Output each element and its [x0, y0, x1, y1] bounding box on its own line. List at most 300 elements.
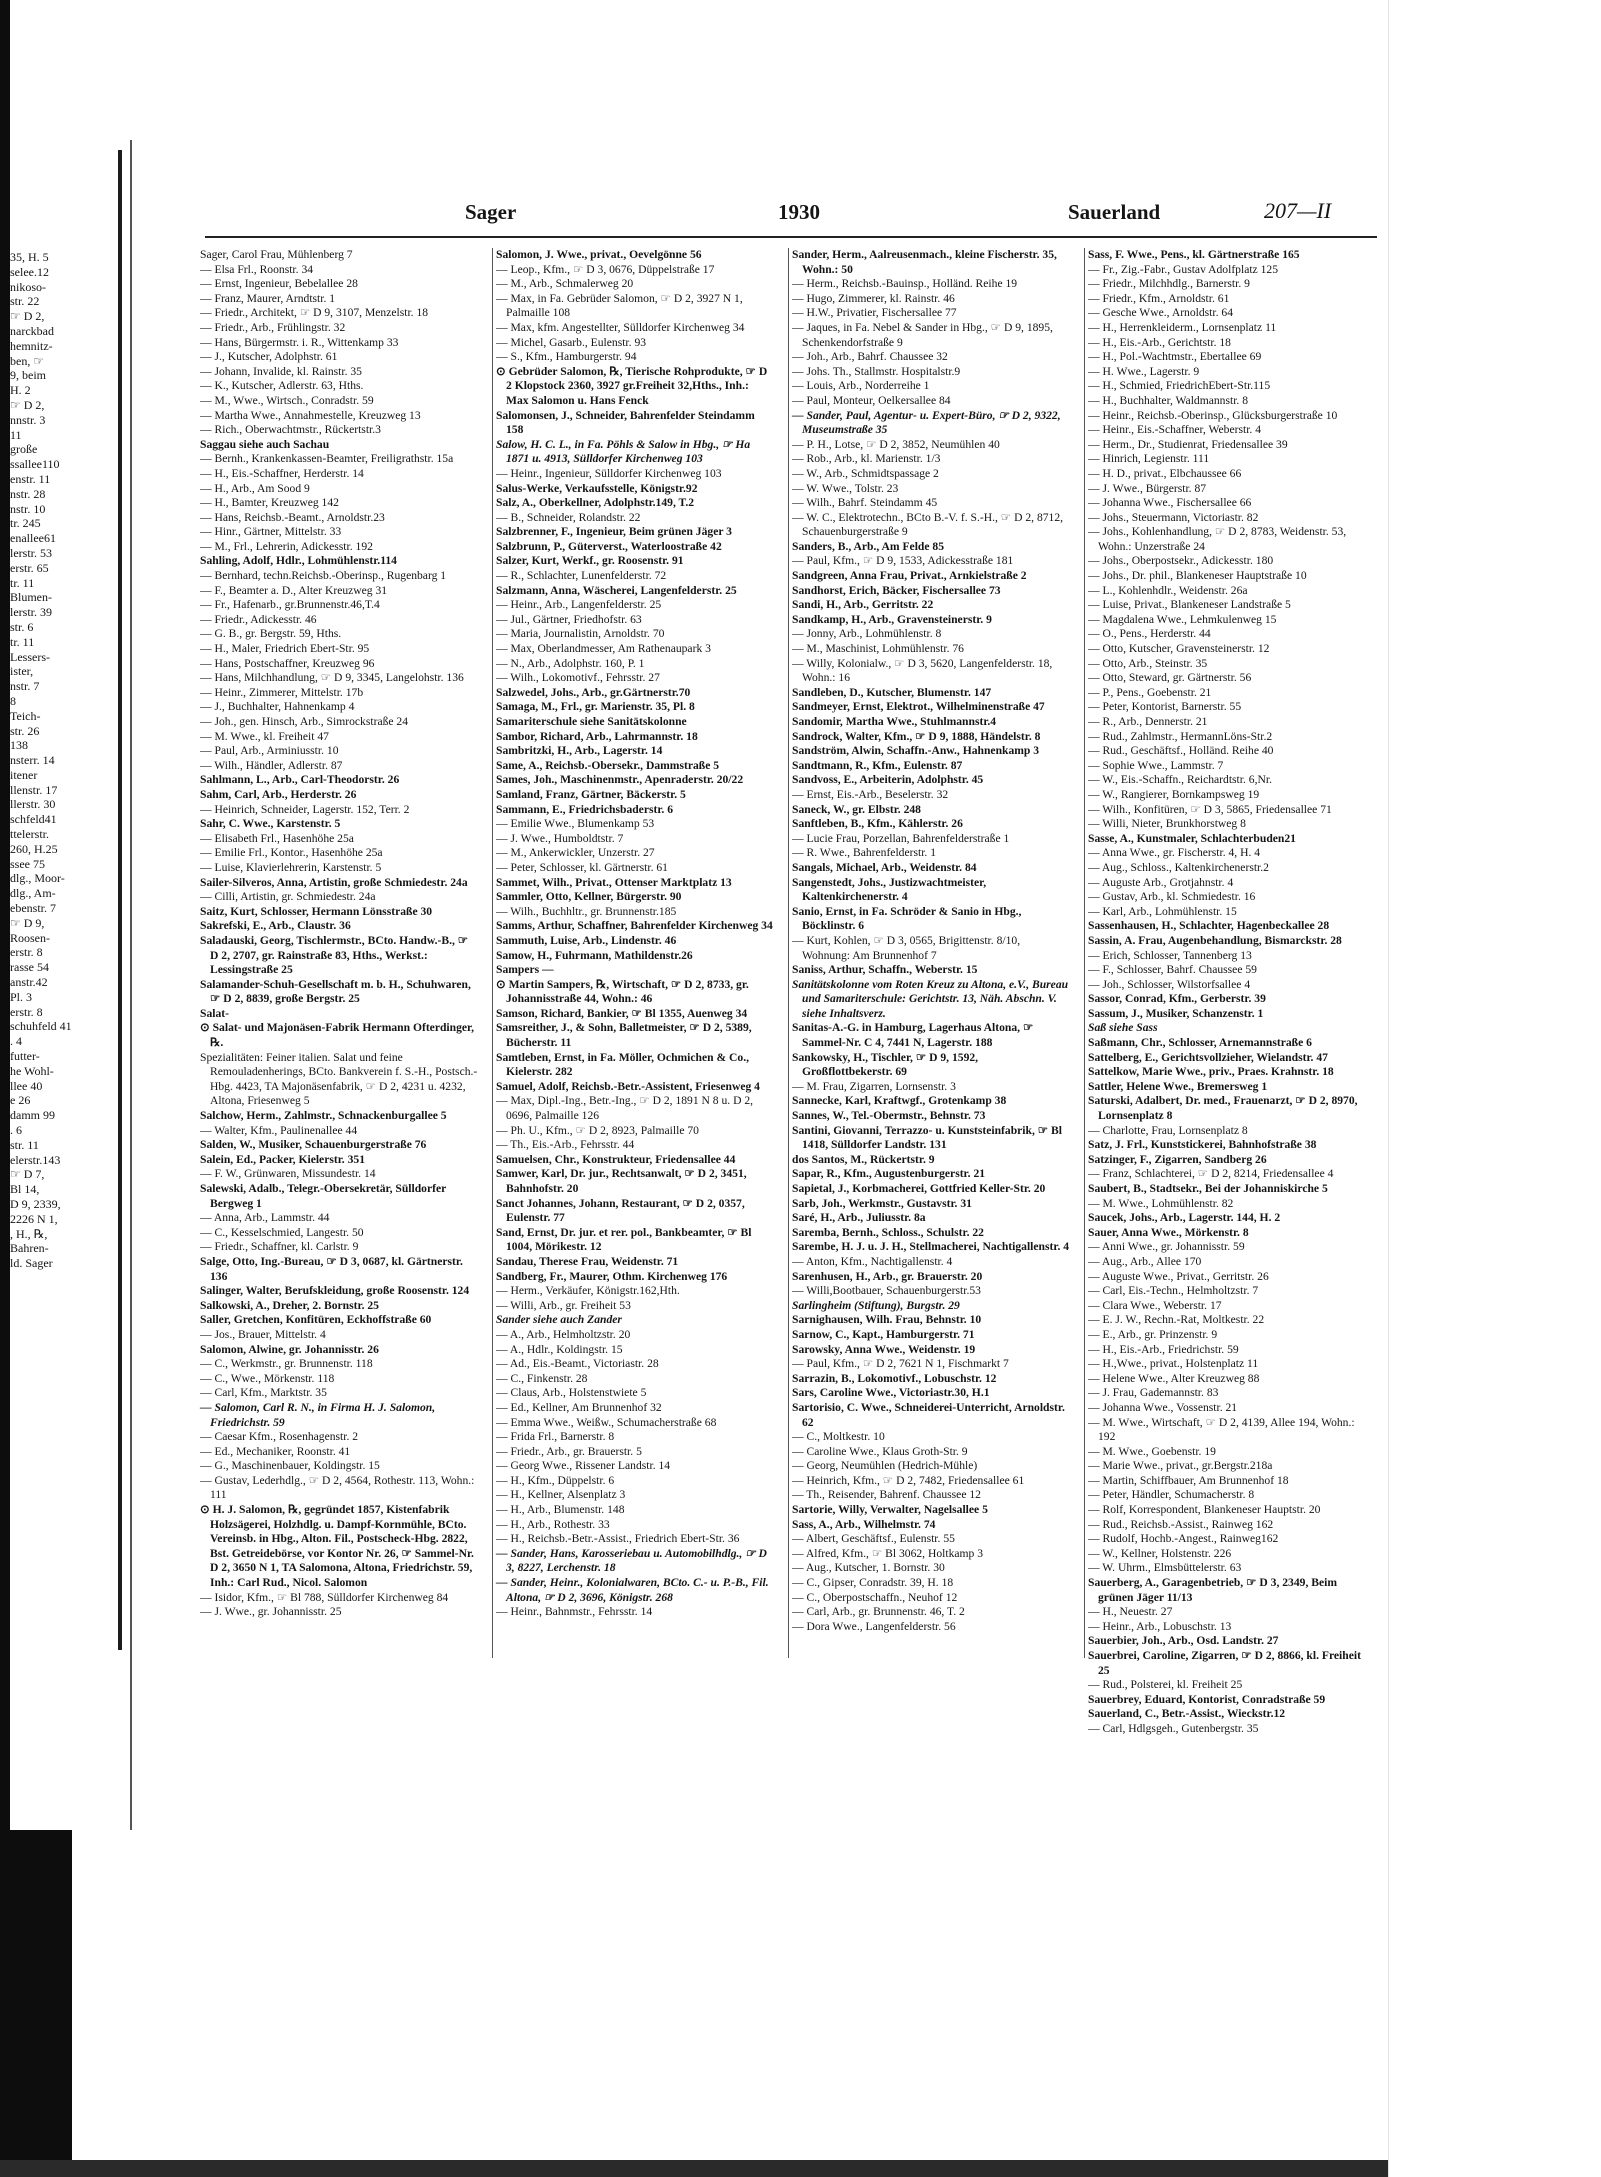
directory-entry: — Hans, Milchhandlung, ☞ D 9, 3345, Langelohstr. 136	[200, 671, 464, 685]
directory-entry: — M. Wwe., Goebenstr. 19	[1088, 1444, 1216, 1458]
left-page-line: str. 22	[10, 294, 40, 309]
directory-entry: — Maria, Journalistin, Arnoldstr. 70	[496, 627, 665, 641]
directory-entry: — J. Wwe., gr. Johannisstr. 25	[200, 1605, 342, 1619]
directory-entry: Sapar, R., Kfm., Augustenburgerstr. 21	[792, 1167, 986, 1181]
directory-entry: — H., Kfm., Düppelstr. 6	[496, 1473, 615, 1487]
directory-entry: Samwer, Karl, Dr. jur., Rechtsanwalt, ☞ D 2, 3451, Bahnhofstr. 20	[496, 1167, 747, 1195]
left-page-line: Bl 14,	[10, 1182, 40, 1197]
left-page-line: tr. 11	[10, 634, 35, 649]
directory-entry: Sassin, A. Frau, Augenbehandlung, Bismarckstr. 28	[1088, 933, 1342, 947]
directory-entry: — H., Buchhalter, Waldmannstr. 8	[1088, 393, 1249, 407]
left-page-line: Roosen-	[10, 930, 50, 945]
left-page-line: ☞ D 9,	[10, 915, 45, 930]
left-page-line: schfeld41	[10, 812, 57, 827]
directory-entry: — Jos., Brauer, Mittelstr. 4	[200, 1327, 326, 1341]
directory-entry: — Albert, Geschäftsf., Eulenstr. 55	[792, 1532, 955, 1546]
directory-entry: — W., Eis.-Schaffn., Reichardtstr. 6,Nr.	[1088, 773, 1272, 787]
left-page-line: lerstr. 39	[10, 605, 52, 620]
directory-entry: Salomon, J. Wwe., privat., Oevelgönne 56	[496, 248, 702, 261]
directory-entry: — L., Kohlenhdlr., Weidenstr. 26a	[1088, 583, 1248, 597]
directory-entry: — W., Arb., Schmidtspassage 2	[792, 466, 939, 480]
left-page-line: 138	[10, 738, 28, 753]
left-page-line: 2226 N 1,	[10, 1211, 58, 1226]
left-page-line: lerstr. 53	[10, 545, 52, 560]
left-page-line: nikoso-	[10, 279, 46, 294]
directory-entry: Salzer, Kurt, Werkf., gr. Roosenstr. 91	[496, 554, 684, 568]
directory-entry: — Jul., Gärtner, Friedhofstr. 63	[496, 612, 642, 626]
directory-entry: — Franz, Schlachterei, ☞ D 2, 8214, Friedensallee 4	[1088, 1167, 1334, 1181]
directory-entry: — Anni Wwe., gr. Johannisstr. 59	[1088, 1240, 1245, 1254]
directory-entry: Sandberg, Fr., Maurer, Othm. Kirchenweg 176	[496, 1269, 728, 1283]
directory-entry: — J. Frau, Gademannstr. 83	[1088, 1386, 1219, 1400]
directory-entry: Sager, Carol Frau, Mühlenberg 7	[200, 248, 353, 261]
directory-entry: — Friedr., Kfm., Arnoldstr. 61	[1088, 291, 1230, 305]
directory-entry: — Johs., Kohlenhandlung, ☞ D 2, 8783, Weidenstr. 53, Wohn.: Unzerstraße 24	[1088, 525, 1347, 553]
directory-entry: — Emma Wwe., Weißw., Schumacherstraße 68	[496, 1415, 717, 1429]
directory-entry: Sarrazin, B., Lokomotivf., Lobuschstr. 12	[792, 1371, 997, 1385]
left-page-line: ssee 75	[10, 856, 45, 871]
directory-entry: — W., Kellner, Holstenstr. 226	[1088, 1546, 1232, 1560]
directory-entry: — Anna, Arb., Lammstr. 44	[200, 1211, 330, 1225]
left-page-line: erstr. 65	[10, 560, 49, 575]
directory-entry: Saneck, W., gr. Elbstr. 248	[792, 802, 921, 816]
directory-entry: — Herm., Dr., Studienrat, Friedensallee 39	[1088, 437, 1288, 451]
header-left-word: Sager	[465, 200, 517, 224]
directory-entry: Sauerbrey, Eduard, Kontorist, Conradstraße 59	[1088, 1692, 1326, 1706]
left-page-line: nstr. 10	[10, 501, 46, 516]
directory-entry: Sammler, Otto, Kellner, Bürgerstr. 90	[496, 890, 682, 904]
header-year: 1930	[778, 200, 820, 224]
directory-entry: Sandleben, D., Kutscher, Blumenstr. 147	[792, 685, 992, 699]
directory-entry: Sauerbier, Joh., Arb., Osd. Landstr. 27	[1088, 1634, 1279, 1648]
directory-entry: Saré, H., Arb., Juliusstr. 8a	[792, 1211, 926, 1225]
directory-entry: Sass, A., Arb., Wilhelmstr. 74	[792, 1517, 936, 1531]
left-page-line: he Wohl-	[10, 1063, 54, 1078]
left-page-line: Lessers-	[10, 649, 50, 664]
left-page-line: str. 6	[10, 619, 34, 634]
directory-entry: Salzmann, Anna, Wäscherei, Langenfelderstr. 25	[496, 583, 737, 597]
directory-entry: — C., Wwe., Mörkenstr. 118	[200, 1371, 335, 1385]
directory-entry: Samms, Arthur, Schaffner, Bahrenfelder Kirchenweg 34	[496, 919, 773, 933]
left-page-line: ebenstr. 7	[10, 901, 56, 916]
directory-entry: — Louis, Arb., Norderreihe 1	[792, 379, 930, 393]
left-page-line: . 4	[10, 1034, 22, 1049]
directory-entry: Sasse, A., Kunstmaler, Schlachterbuden21	[1088, 831, 1296, 845]
directory-entry: — Anton, Kfm., Nachtigallenstr. 4	[792, 1254, 953, 1268]
left-page-line: hemnitz-	[10, 338, 53, 353]
directory-entry: — Joh., Schlosser, Wilstorfsallee 4	[1088, 977, 1251, 991]
left-page-line: ister,	[10, 664, 34, 679]
directory-entry: — Heinr., Eis.-Schaffner, Weberstr. 4	[1088, 423, 1262, 437]
directory-entry: — H., Schmied, FriedrichEbert-Str.115	[1088, 379, 1271, 393]
directory-entry: — Martha Wwe., Annahmestelle, Kreuzweg 13	[200, 408, 421, 422]
directory-entry: — Aug., Schloss., Kaltenkirchenerstr.2	[1088, 860, 1269, 874]
directory-entry: Saller, Gretchen, Konfitüren, Eckhoffstraße 60	[200, 1313, 432, 1327]
directory-entry: Sandgreen, Anna Frau, Privat., Arnkielstraße 2	[792, 569, 1027, 583]
directory-entry: — Erich, Schlosser, Tannenberg 13	[1088, 948, 1252, 962]
directory-entry: — Caroline Wwe., Klaus Groth-Str. 9	[792, 1444, 968, 1458]
directory-entry: — Peter, Kontorist, Barnerstr. 55	[1088, 700, 1242, 714]
directory-entry: — Ed., Mechaniker, Roonstr. 41	[200, 1444, 351, 1458]
directory-entry: Salein, Ed., Packer, Kielerstr. 351	[200, 1152, 365, 1166]
left-page-line: ben, ☞	[10, 353, 45, 368]
directory-entry: — Paul, Kfm., ☞ D 2, 7621 N 1, Fischmarkt 7	[792, 1357, 1009, 1371]
directory-entry: — Rob., Arb., kl. Marienstr. 1/3	[792, 452, 941, 466]
directory-entry: — Hugo, Zimmerer, kl. Rainstr. 46	[792, 291, 955, 305]
directory-entry: Salomonsen, J., Schneider, Bahrenfelder Steindamm 158	[496, 408, 755, 437]
directory-entry: — Gustav, Lederhdlg., ☞ D 2, 4564, Rothestr. 113, Wohn.: 111	[200, 1473, 475, 1502]
directory-entry: — Sander, Hans, Karosseriebau u. Automobilhdlg., ☞ D 3, 8227, Lerchenstr. 18	[496, 1546, 767, 1575]
directory-entry: — Gustav, Arb., kl. Schmiedestr. 16	[1088, 890, 1256, 904]
directory-entry: Saubert, B., Stadtsekr., Bei der Johanniskirche 5	[1088, 1182, 1328, 1195]
directory-entry: — E. J. W., Rechn.-Rat, Moltkestr. 22	[1088, 1313, 1265, 1327]
left-page-line: 8	[10, 693, 16, 708]
directory-entry: — H., Eis.-Arb., Gerichtstr. 18	[1088, 335, 1231, 349]
left-page-line: . 6	[10, 1123, 22, 1138]
directory-entry: — Aug., Arb., Allee 170	[1088, 1254, 1202, 1268]
scan-border-bottom-left	[0, 1830, 72, 2177]
directory-entry: — Claus, Arb., Holstenstwiete 5	[496, 1386, 647, 1400]
directory-entry: — Willy, Kolonialw., ☞ D 3, 5620, Langenfelderstr. 18, Wohn.: 16	[792, 656, 1053, 685]
directory-entry: — Auguste Wwe., Privat., Gerritstr. 26	[1088, 1269, 1269, 1283]
directory-entry: — Luise, Klavierlehrerin, Karstenstr. 5	[200, 860, 382, 874]
directory-entry: Samuel, Adolf, Reichsb.-Betr.-Assistent, Friesenweg 4	[496, 1079, 760, 1093]
directory-entry: Sarlingheim (Stiftung), Burgstr. 29	[792, 1298, 960, 1312]
directory-entry: — K., Kutscher, Adlerstr. 63, Hths.	[200, 379, 364, 393]
directory-entry: Sattler, Helene Wwe., Bremersweg 1	[1088, 1079, 1268, 1093]
directory-entry: Sampers —	[496, 963, 554, 977]
directory-entry: Saitz, Kurt, Schlosser, Hermann Lönsstraße 30	[200, 904, 433, 918]
directory-entry: — A., Hdlr., Koldingstr. 15	[496, 1342, 623, 1356]
directory-entry: Sanct Johannes, Johann, Restaurant, ☞ D 2, 0357, Eulenstr. 77	[496, 1196, 745, 1225]
directory-entry: — H., Arb., Blumenstr. 148	[496, 1503, 625, 1517]
directory-entry: Salzbrenner, F., Ingenieur, Beim grünen Jäger 3	[496, 525, 732, 539]
directory-entry: — W., Rangierer, Bornkampsweg 19	[1088, 787, 1260, 801]
directory-entry: Sangals, Michael, Arb., Weidenstr. 84	[792, 860, 977, 874]
directory-entry: Saniss, Arthur, Schaffn., Weberstr. 15	[792, 963, 978, 977]
directory-entry: — H., Maler, Friedrich Ebert-Str. 95	[200, 642, 370, 656]
directory-entry: — C., Gipser, Conradstr. 39, H. 18	[792, 1576, 954, 1590]
directory-entry: Sammet, Wilh., Privat., Ottenser Marktplatz 13	[496, 875, 732, 889]
directory-entry: — Hans, Bürgermstr. i. R., Wittenkamp 33	[200, 335, 399, 349]
left-page-line: llee 40	[10, 1078, 43, 1093]
directory-entry: — Walter, Kfm., Paulinenallee 44	[200, 1123, 358, 1137]
directory-entry: — Friedr., Arb., gr. Brauerstr. 5	[496, 1444, 642, 1458]
directory-entry: Sailer-Silveros, Anna, Artistin, große Schmiedestr. 24a	[200, 875, 468, 889]
directory-entry: Saladauski, Georg, Tischlermstr., BCto. Handw.-B., ☞ D 2, 2707, gr. Rainstraße 83, Hths., Werkst.: Lessingstraße 25	[200, 933, 469, 977]
directory-entry: Sahlmann, L., Arb., Carl-Theodorstr. 26	[200, 773, 400, 787]
directory-entry: — M. Wwe., Lohmühlenstr. 82	[1088, 1196, 1234, 1210]
directory-entry: — Peter, Händler, Schumacherstr. 8	[1088, 1488, 1255, 1502]
directory-entry: Sauer, Anna Wwe., Mörkenstr. 8	[1088, 1225, 1249, 1239]
left-page-line: 11	[10, 427, 22, 442]
directory-entry: Sammann, E., Friedrichsbaderstr. 6	[496, 802, 674, 816]
directory-entry: Sanftleben, B., Kfm., Kählerstr. 26	[792, 817, 963, 831]
left-page-line: str. 26	[10, 723, 40, 738]
directory-entry: Sandström, Alwin, Schaffn.-Anw., Hahnenkamp 3	[792, 744, 1040, 758]
directory-entry: — Willi, Nieter, Brunkhorstweg 8	[1088, 817, 1246, 831]
directory-entry: Same, A., Reichsb.-Obersekr., Dammstraße 5	[496, 758, 720, 772]
directory-entry: Samson, Richard, Bankier, ☞ Bl 1355, Auenweg 34	[496, 1006, 748, 1020]
directory-entry: — W. C., Elektrotechn., BCto B.-V. f. S.-H., ☞ D 2, 8712, Schauenburgerstraße 9	[792, 510, 1064, 539]
directory-entry: — Ernst, Eis.-Arb., Beselerstr. 32	[792, 787, 949, 801]
directory-entry: — Friedr., Adickesstr. 46	[200, 612, 317, 626]
directory-entry: Salz, A., Oberkellner, Adolphstr.149, T.2	[496, 496, 695, 510]
directory-entry: — Magdalena Wwe., Lehmkulenweg 15	[1088, 612, 1277, 626]
directory-entry: — H., Eis.-Arb., Friedrichstr. 59	[1088, 1342, 1239, 1356]
directory-entry: — Rudolf, Hochb.-Angest., Rainweg162	[1088, 1532, 1279, 1546]
left-page-line: 9, beim	[10, 368, 46, 383]
directory-entry: — B., Schneider, Rolandstr. 22	[496, 510, 641, 524]
directory-entry: — H. D., privat., Elbchaussee 66	[1088, 466, 1242, 480]
directory-entry: — H., Arb., Am Sood 9	[200, 481, 310, 495]
left-page-line: ☞ D 2,	[10, 309, 45, 324]
directory-entry: — Carl, Hdlgsgeh., Gutenbergstr. 35	[1088, 1721, 1259, 1735]
directory-entry: — Johanna Wwe., Vossenstr. 21	[1088, 1400, 1238, 1414]
directory-entry: Sanitas-A.-G. in Hamburg, Lagerhaus Altona, ☞ Sammel-Nr. C 4, 7441 N, Lagerstr. 188	[792, 1021, 1034, 1050]
directory-entry: Saß siehe Sass	[1088, 1021, 1158, 1035]
directory-entry: Sassenhausen, H., Schlachter, Hagenbeckallee 28	[1088, 919, 1330, 933]
left-page-line: nstr. 7	[10, 679, 40, 694]
directory-entry: — R., Arb., Dennerstr. 21	[1088, 715, 1208, 728]
directory-entry: — Caesar Kfm., Rosenhagenstr. 2	[200, 1430, 359, 1444]
left-page-line: tr. 245	[10, 516, 41, 531]
directory-entry: — E., Arb., gr. Prinzenstr. 9	[1088, 1327, 1218, 1341]
left-page-line: str. 11	[10, 1137, 39, 1152]
directory-entry: Sarenhusen, H., Arb., gr. Brauerstr. 20	[792, 1269, 983, 1283]
left-page-line: nstr. 28	[10, 486, 46, 501]
directory-entry: — M., Frl., Lehrerin, Adickesstr. 192	[200, 539, 373, 553]
directory-entry: ⊙ Martin Sampers, ℞, Wirtschaft, ☞ D 2, 8733, gr. Johannisstraße 44, Wohn.: 46	[496, 977, 749, 1006]
directory-entry: — Bernhard, techn.Reichsb.-Oberinsp., Rugenbarg 1	[200, 569, 447, 583]
directory-entry: — Peter, Schlosser, kl. Gärtnerstr. 61	[496, 860, 668, 874]
directory-entry: — Johs., Steuermann, Victoriastr. 82	[1088, 510, 1259, 524]
directory-entry: — H., Herrenkleiderm., Lornsenplatz 11	[1088, 320, 1277, 334]
left-page-line: Bahren-	[10, 1241, 49, 1256]
directory-entry: — Herm., Verkäufer, Königstr.162,Hth.	[496, 1284, 680, 1298]
left-page-line: erstr. 8	[10, 1004, 43, 1019]
directory-entry: ⊙ Gebrüder Salomon, ℞, Tierische Rohprodukte, ☞ D 2 Klopstock 2360, 3927 gr.Freiheit 32,Hths., Inh.: Max Salomon u. Hans Fenck	[496, 364, 768, 407]
directory-entry: Sauerland, C., Betr.-Assist., Wieckstr.12	[1088, 1707, 1286, 1721]
left-page-line: nnstr. 3	[10, 412, 46, 427]
directory-entry: — Friedr., Arb., Frühlingstr. 32	[200, 320, 346, 334]
directory-entry: — Johann, Invalide, kl. Rainstr. 35	[200, 364, 362, 378]
directory-entry: Sandmeyer, Ernst, Elektrot., Wilhelminenstraße 47	[792, 700, 1045, 714]
directory-entry: — N., Arb., Adolphstr. 160, P. 1	[496, 656, 645, 670]
directory-entry: Sass, F. Wwe., Pens., kl. Gärtnerstraße 165	[1088, 248, 1300, 261]
directory-entry: — M., Ankerwickler, Unzerstr. 27	[496, 846, 655, 860]
directory-entry: Sauerbrei, Caroline, Zigarren, ☞ D 2, 8866, kl. Freiheit 25	[1088, 1649, 1361, 1677]
directory-entry: — H.,Wwe., privat., Holstenplatz 11	[1088, 1357, 1259, 1371]
left-page-line: llerstr. 30	[10, 797, 56, 812]
directory-entry: Sandi, H., Arb., Gerritstr. 22	[792, 598, 934, 612]
directory-entry: Samland, Franz, Gärtner, Bäckerstr. 5	[496, 787, 686, 801]
directory-entry: — Rud., Reichsb.-Assist., Rainweg 162	[1088, 1517, 1274, 1531]
left-page-fragment	[10, 250, 122, 1750]
directory-entry: Saggau siehe auch Sachau	[200, 437, 330, 451]
left-page-line: elerstr.143	[10, 1152, 61, 1167]
left-page-line: anstr.42	[10, 975, 48, 990]
directory-column-4	[1088, 248, 1366, 1735]
directory-entry: — Johs., Dr. phil., Blankeneser Hauptstraße 10	[1088, 569, 1307, 583]
left-page-line: llenstr. 17	[10, 782, 58, 797]
directory-entry: — Jonny, Arb., Lohmühlenstr. 8	[792, 627, 942, 641]
directory-entry: — Th., Reisender, Bahrenf. Chaussee 12	[792, 1488, 981, 1502]
left-page-line: Teich-	[10, 708, 41, 723]
directory-entry: Sambor, Richard, Arb., Lahrmannstr. 18	[496, 729, 698, 743]
directory-entry: — Dora Wwe., Langenfelderstr. 56	[792, 1619, 956, 1633]
directory-entry: Sarnighausen, Wilh. Frau, Behnstr. 10	[792, 1313, 982, 1327]
directory-entry: Samow, H., Fuhrmann, Mathildenstr.26	[496, 948, 693, 962]
directory-entry: — F., Beamter a. D., Alter Kreuzweg 31	[200, 583, 388, 597]
left-page-line: rasse 54	[10, 960, 49, 975]
directory-entry: — P., Pens., Goebenstr. 21	[1088, 685, 1212, 699]
directory-entry: Saßmann, Chr., Schlosser, Arnemannstraße 6	[1088, 1036, 1312, 1050]
left-page-line: futter-	[10, 1049, 40, 1064]
directory-entry: Sandau, Therese Frau, Weidenstr. 71	[496, 1254, 679, 1268]
directory-entry: — H.W., Privatier, Fischersallee 77	[792, 306, 957, 320]
directory-column-1	[200, 248, 478, 1658]
directory-entry: Sanio, Ernst, in Fa. Schröder & Sanio in Hbg., Böcklinstr. 6	[792, 904, 1022, 933]
left-page-line: ssallee110	[10, 457, 60, 472]
directory-entry: — Joh., gen. Hinsch, Arb., Simrockstraße 24	[200, 715, 409, 728]
directory-entry: — Heinr., Zimmerer, Mittelstr. 17b	[200, 685, 364, 699]
directory-entry: — H., Reichsb.-Betr.-Assist., Friedrich Ebert-Str. 36	[496, 1532, 740, 1546]
directory-entry: — M. Frau, Zigarren, Lornsenstr. 3	[792, 1079, 956, 1093]
directory-entry: — J. Wwe., Bürgerstr. 87	[1088, 481, 1207, 495]
directory-entry: — Aug., Kutscher, 1. Bornstr. 30	[792, 1561, 945, 1575]
directory-entry: — Max, Dipl.-Ing., Betr.-Ing., ☞ D 2, 1891 N 8 u. D 2, 0696, Palmaille 126	[496, 1094, 754, 1123]
scan-margin-right	[1388, 0, 1601, 2177]
directory-entry: — Heinr., Arb., Lobuschstr. 13	[1088, 1619, 1232, 1633]
directory-entry: — Helene Wwe., Alter Kreuzweg 88	[1088, 1371, 1260, 1385]
directory-entry: — Leop., Kfm., ☞ D 3, 0676, Düppelstraße 17	[496, 262, 715, 276]
left-page-line: ld. Sager	[10, 1256, 53, 1271]
directory-entry: — Heinrich, Schneider, Lagerstr. 152, Terr. 2	[200, 802, 410, 816]
directory-entry: — Friedr., Milchhdlg., Barnerstr. 9	[1088, 277, 1250, 291]
directory-entry: — Rud., Geschäftsf., Holländ. Reihe 40	[1088, 744, 1274, 758]
directory-entry: — Wilh., Buchhltr., gr. Brunnenstr.185	[496, 904, 677, 918]
directory-entry: — Carl, Kfm., Marktstr. 35	[200, 1386, 327, 1400]
directory-entry: — Sander, Heinr., Kolonialwaren, BCto. C.- u. P.-B., Fil. Altona, ☞ D 2, 3696, Königstr. 268	[496, 1576, 769, 1604]
directory-column-3	[792, 248, 1070, 1658]
directory-entry: Sarowsky, Anna Wwe., Weidenstr. 19	[792, 1342, 976, 1356]
directory-entry: — M., Maschinist, Lohmühlenstr. 76	[792, 642, 964, 656]
directory-entry: Sahling, Adolf, Hdlr., Lohmühlenstr.114	[200, 554, 397, 568]
left-page-line: damm 99	[10, 1108, 55, 1123]
directory-entry: Sartorie, Willy, Verwalter, Nagelsallee 5	[792, 1503, 988, 1517]
directory-column-2	[496, 248, 774, 1658]
directory-entry: Salomon, Alwine, gr. Johannisstr. 26	[200, 1342, 379, 1356]
directory-entry: — H., Arb., Rothestr. 33	[496, 1517, 610, 1531]
directory-entry: — Carl, Arb., gr. Brunnenstr. 46, T. 2	[792, 1605, 965, 1619]
directory-entry: Sahr, C. Wwe., Karstenstr. 5	[200, 817, 341, 831]
left-page-line: e 26	[10, 1093, 31, 1108]
directory-entry: Sassor, Conrad, Kfm., Gerberstr. 39	[1088, 992, 1266, 1006]
directory-entry: — H., Eis.-Schaffner, Herderstr. 14	[200, 466, 364, 480]
directory-entry: — Isidor, Kfm., ☞ Bl 788, Sülldorfer Kirchenweg 84	[200, 1590, 449, 1604]
directory-entry: — Paul, Arb., Arminiusstr. 10	[200, 744, 339, 758]
left-page-line: ☞ D 2,	[10, 397, 45, 412]
page-number: 207—II	[1264, 198, 1332, 223]
directory-entry: — Joh., Arb., Bahrf. Chaussee 32	[792, 350, 948, 364]
directory-entry: — H., Bamter, Kreuzweg 142	[200, 496, 339, 510]
directory-entry: — Otto, Steward, gr. Gärtnerstr. 56	[1088, 671, 1252, 685]
left-page-line: dlg., Am-	[10, 886, 56, 901]
directory-entry: — Friedr., Schaffner, kl. Carlstr. 9	[200, 1240, 359, 1254]
directory-entry: Salzbrunn, P., Güterverst., Waterloostraße 42	[496, 539, 722, 553]
directory-entry: Sarnow, C., Kapt., Hamburgerstr. 71	[792, 1327, 975, 1341]
directory-entry: — Luise, Privat., Blankeneser Landstraße 5	[1088, 598, 1291, 612]
directory-entry: Salchow, Herm., Zahlmstr., Schnackenburgallee 5	[200, 1109, 447, 1123]
directory-entry: Sattelberg, E., Gerichtsvollzieher, Wielandstr. 47	[1088, 1050, 1328, 1064]
left-page-line: enstr. 11	[10, 471, 51, 486]
directory-entry: Salden, W., Musiker, Schauenburgerstraße 76	[200, 1138, 427, 1152]
directory-entry: Samsreither, J., & Sohn, Balletmeister, ☞ D 2, 5389, Bücherstr. 11	[496, 1021, 752, 1050]
directory-entry: — Rich., Oberwachtmstr., Rückertstr.3	[200, 423, 381, 437]
directory-entry: — Franz, Maurer, Arndtstr. 1	[200, 291, 336, 305]
directory-entry: — C., Moltkestr. 10	[792, 1430, 885, 1444]
directory-entry: Salkowski, A., Dreher, 2. Bornstr. 25	[200, 1298, 379, 1312]
directory-entry: Spezialitäten: Feiner italien. Salat und feine Remouladenherings, BCto. Bankverein f. S.-H., Postsch.-Hbg. 4423, TA Majonäsenfabrik, ☞ D 2, 4231 u. 4232, Altona, Friesenweg 5	[200, 1050, 478, 1108]
directory-entry: — Fr., Zig.-Fabr., Gustav Adolfplatz 125	[1088, 262, 1278, 276]
directory-entry: — Ph. U., Kfm., ☞ D 2, 8923, Palmaille 70	[496, 1123, 699, 1137]
left-page-line: Pl. 3	[10, 989, 33, 1004]
directory-entry: — Hans, Postschaffner, Kreuzweg 96	[200, 656, 375, 670]
left-page-line: ☞ D 7,	[10, 1167, 45, 1182]
directory-columns	[200, 248, 1384, 1735]
directory-entry: Sannecke, Karl, Kraftwgf., Grotenkamp 38	[792, 1094, 1007, 1108]
directory-entry: — M., Wwe., Wirtsch., Conradstr. 59	[200, 393, 374, 407]
directory-entry: — Rolf, Korrespondent, Blankeneser Hauptstr. 20	[1088, 1503, 1321, 1517]
directory-entry: — P. H., Lotse, ☞ D 2, 3852, Neumühlen 40	[792, 437, 1000, 451]
directory-entry: — J., Buchhalter, Hahnenkamp 4	[200, 700, 355, 714]
directory-entry: Sauerberg, A., Garagenbetrieb, ☞ D 3, 2349, Beim grünen Jäger 11/13	[1088, 1576, 1338, 1604]
left-page-line: narckbad	[10, 323, 54, 338]
directory-entry: — C., Kesselschmied, Langestr. 50	[200, 1225, 364, 1239]
directory-entry: — Frida Frl., Barnerstr. 8	[496, 1430, 615, 1444]
directory-entry: — Heinr., Bahnmstr., Fehrsstr. 14	[496, 1605, 653, 1619]
directory-entry: Santini, Giovanni, Terrazzo- u. Kunststeinfabrik, ☞ Bl 1418, Sülldorfer Landstr. 131	[792, 1123, 1063, 1152]
directory-entry: Sandkamp, H., Arb., Gravensteinerstr. 9	[792, 612, 992, 626]
directory-entry: — Fr., Hafenarb., gr.Brunnenstr.46,T.4	[200, 598, 380, 612]
directory-entry: Sander siehe auch Zander	[496, 1313, 622, 1327]
directory-entry: Salinger, Walter, Berufskleidung, große Roosenstr. 124	[200, 1284, 470, 1298]
directory-entry: — Otto, Kutscher, Gravensteinerstr. 12	[1088, 642, 1270, 656]
directory-entry: — Auguste Arb., Grotjahnstr. 4	[1088, 875, 1234, 889]
directory-entry: — Hinrich, Legienstr. 111	[1088, 452, 1210, 466]
left-page-line: nsterr. 14	[10, 753, 55, 768]
directory-entry: — Paul, Monteur, Oelkersallee 84	[792, 393, 951, 407]
directory-entry: Sandrock, Walter, Kfm., ☞ D 9, 1888, Händelstr. 8	[792, 729, 1041, 743]
directory-entry: — C., Werkmstr., gr. Brunnenstr. 118	[200, 1357, 373, 1371]
directory-entry: — Ed., Kellner, Am Brunnenhof 32	[496, 1400, 662, 1414]
directory-entry: ⊙ H. J. Salomon, ℞, gegründet 1857, Kistenfabrik Holzsägerei, Holzhdlg. u. Dampf-Kornmühle, BCto. Vereinsb. in Hbg., Alton. Fil., Postscheck-Hbg. 2822, Bst. Getreidebörse, vor Kontor Nr. 26, ☞ Sammel-Nr. D 2, 3650 N 1, TA Salomona, Altona, Friedrichstr. 59, Inh.: Carl Rud., Nicol. Salomon	[200, 1503, 474, 1590]
directory-entry: — R. Wwe., Bahrenfelderstr. 1	[792, 846, 937, 860]
directory-entry: Sammuth, Luise, Arb., Lindenstr. 46	[496, 933, 677, 947]
scan-border-bottom	[0, 2160, 1600, 2177]
directory-entry: — Lucie Frau, Porzellan, Bahrenfelderstraße 1	[792, 831, 1010, 845]
left-page-line: enallee61	[10, 531, 56, 546]
directory-entry: — O., Pens., Herderstr. 44	[1088, 627, 1211, 641]
directory-entry: — A., Arb., Helmholtzstr. 20	[496, 1327, 631, 1341]
directory-entry: Sand, Ernst, Dr. jur. et rer. pol., Bankbeamter, ☞ Bl 1004, Mörikestr. 12	[496, 1225, 752, 1254]
directory-entry: — Ernst, Ingenieur, Bebelallee 28	[200, 277, 358, 291]
directory-entry: Sambritzki, H., Arb., Lagerstr. 14	[496, 744, 663, 758]
directory-entry: — H., Pol.-Wachtmstr., Ebertallee 69	[1088, 350, 1262, 364]
directory-entry: — Otto, Arb., Steinstr. 35	[1088, 656, 1208, 670]
directory-entry: Salat-	[200, 1006, 229, 1020]
